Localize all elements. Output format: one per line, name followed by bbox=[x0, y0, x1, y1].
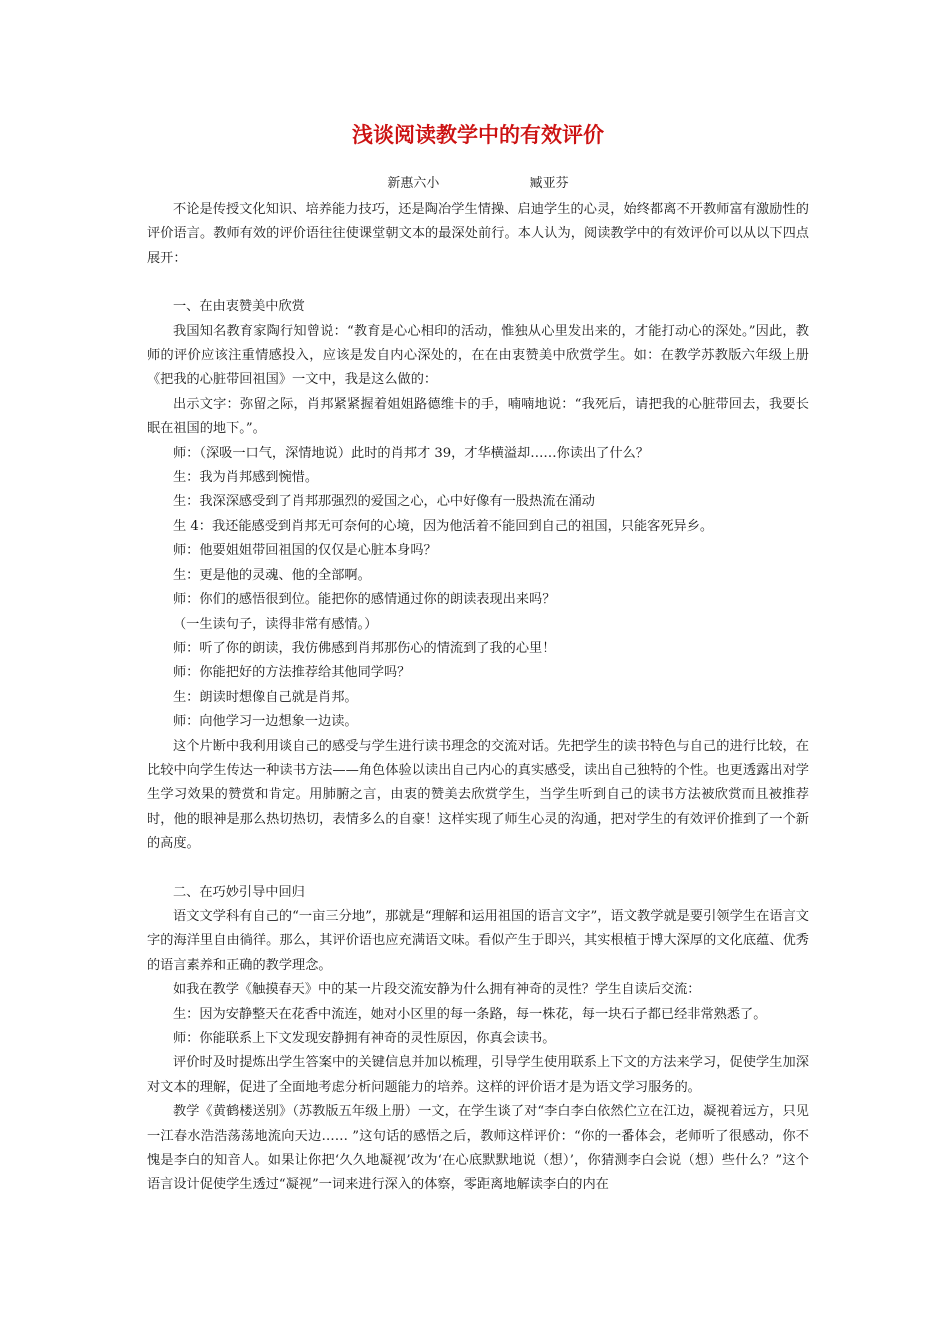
paragraph: 一、在由衷赞美中欣赏 bbox=[173, 299, 305, 315]
paragraph: 师：听了你的朗读，我仿佛感到肖邦那伤心的情流到了我的心里！ bbox=[173, 640, 556, 656]
paragraph-gap bbox=[147, 271, 809, 295]
document-page bbox=[147, 120, 809, 1198]
paragraph: 出示文字：弥留之际，肖邦紧紧握着姐姐路德维卡的手，喃喃地说：“我死后，请把我的心脏带回去，我要长眠在祖国的地下。”。 bbox=[147, 396, 809, 437]
document-title: 浅谈阅读教学中的有效评价 bbox=[352, 122, 604, 147]
paragraph: 生 4：我还能感受到肖邦无可奈何的心境，因为他活着不能回到自己的祖国，只能客死异乡。 bbox=[173, 518, 714, 534]
paragraph: 师：他要姐姐带回祖国的仅仅是心脏本身吗？ bbox=[173, 543, 437, 559]
paragraph: 我国知名教育家陶行知曾说：“教育是心心相印的活动，惟独从心里发出来的，才能打动心的深处。”因此，教师的评价应该注重情感投入，应该是发自内心深处的，在在由衷赞美中欣赏学生。如：在教学苏教版六年级上册《把我的心脏带回祖国》一文中，我是这么做的： bbox=[147, 323, 809, 388]
paragraph-gap bbox=[147, 857, 809, 881]
paragraph: （一生读句子，读得非常有感情。） bbox=[173, 616, 378, 632]
paragraph: 评价时及时提炼出学生答案中的关键信息并加以梳理，引导学生使用联系上下文的方法来学习，促使学生加深对文本的理解，促进了全面地考虑分析问题能力的培养。这样的评价语才是为语文学习服务的。 bbox=[147, 1055, 809, 1095]
school-name: 新惠六小 bbox=[387, 176, 440, 191]
paragraph: 师：你能把好的方法推荐给其他同学吗？ bbox=[173, 665, 411, 681]
paragraph: 生：我深深感受到了肖邦那强烈的爱国之心，心中好像有一股热流在涌动 bbox=[173, 494, 595, 510]
byline bbox=[147, 174, 809, 194]
document-body bbox=[147, 198, 809, 1198]
paragraph: 不论是传授文化知识、培养能力技巧，还是陶冶学生情操、启迪学生的心灵，始终都离不开教师富有激励性的评价语言。教师有效的评价语往往使课堂朝文本的最深处前行。本人认为，阅读教学中的有效评价可以从以下四点展开： bbox=[147, 202, 809, 266]
paragraph: 生：我为肖邦感到惋惜。 bbox=[173, 470, 319, 486]
paragraph: 生：朗读时想像自己就是肖邦。 bbox=[173, 689, 358, 705]
paragraph: 二、在巧妙引导中回归 bbox=[173, 884, 305, 900]
paragraph: 语文文学科有自己的“一亩三分地”，那就是“理解和运用祖国的语言文字”，语文教学就是要引领学生在语言文字的海洋里自由徜徉。那么，其评价语也应充满语文味。看似产生于即兴，其实根植于博大深厚的文化底蕴、优秀的语言素养和正确的教学理念。 bbox=[147, 908, 809, 973]
paragraph: 师：你们的感悟很到位。能把你的感情通过你的朗读表现出来吗？ bbox=[173, 592, 556, 608]
paragraph: 如我在教学《触摸春天》中的某一片段交流安静为什么拥有神奇的灵性？学生自读后交流： bbox=[173, 982, 701, 998]
paragraph: 教学《黄鹤楼送别》（苏教版五年级上册）一文，在学生谈了对“李白李白依然伫立在江边，凝视着远方，只见一江春水浩浩荡荡地流向天边…… ”这句话的感悟之后，教师这样评价：“你的一番体会，老师听了很感动，你不愧是李白的知音人。如果让你把‘久久地凝视’改为‘在心底默默地说（想）’，你猜测李白会说（想）些什么？”这个语言设计促使学生透过“凝视”一词来进行深入的体察，零距离地解读李白的内在 bbox=[147, 1104, 809, 1193]
paragraph: 师：你能联系上下文发现安静拥有神奇的灵性原因，你真会读书。 bbox=[173, 1031, 556, 1046]
paragraph: 生：更是他的灵魂、他的全部啊。 bbox=[173, 567, 371, 583]
author-name: 臧亚芬 bbox=[529, 176, 569, 191]
paragraph: 师：（深吸一口气，深情地说）此时的肖邦才 39，才华横溢却……你读出了什么？ bbox=[173, 445, 649, 461]
paragraph: 这个片断中我利用谈自己的感受与学生进行读书理念的交流对话。先把学生的读书特色与自己的进行比较，在比较中向学生传达一种读书方法——角色体验以读出自己内心的真实感受，读出自己独特的个性。也更透露出对学生学习效果的赞赏和肯定。用肺腑之言，由衷的赞美去欣赏学生，当学生听到自己的读书方法被欣赏而且被推荐时，他的眼神是那么热切热切，表情多么的自豪！这样实现了师生心灵的沟通，把对学生的有效评价推到了一个新的高度。 bbox=[147, 738, 809, 852]
paragraph: 生：因为安静整天在花香中流连，她对小区里的每一条路，每一株花，每一块石子都已经非常熟悉了。 bbox=[173, 1006, 767, 1022]
paragraph: 师：向他学习一边想象一边读。 bbox=[173, 714, 358, 730]
